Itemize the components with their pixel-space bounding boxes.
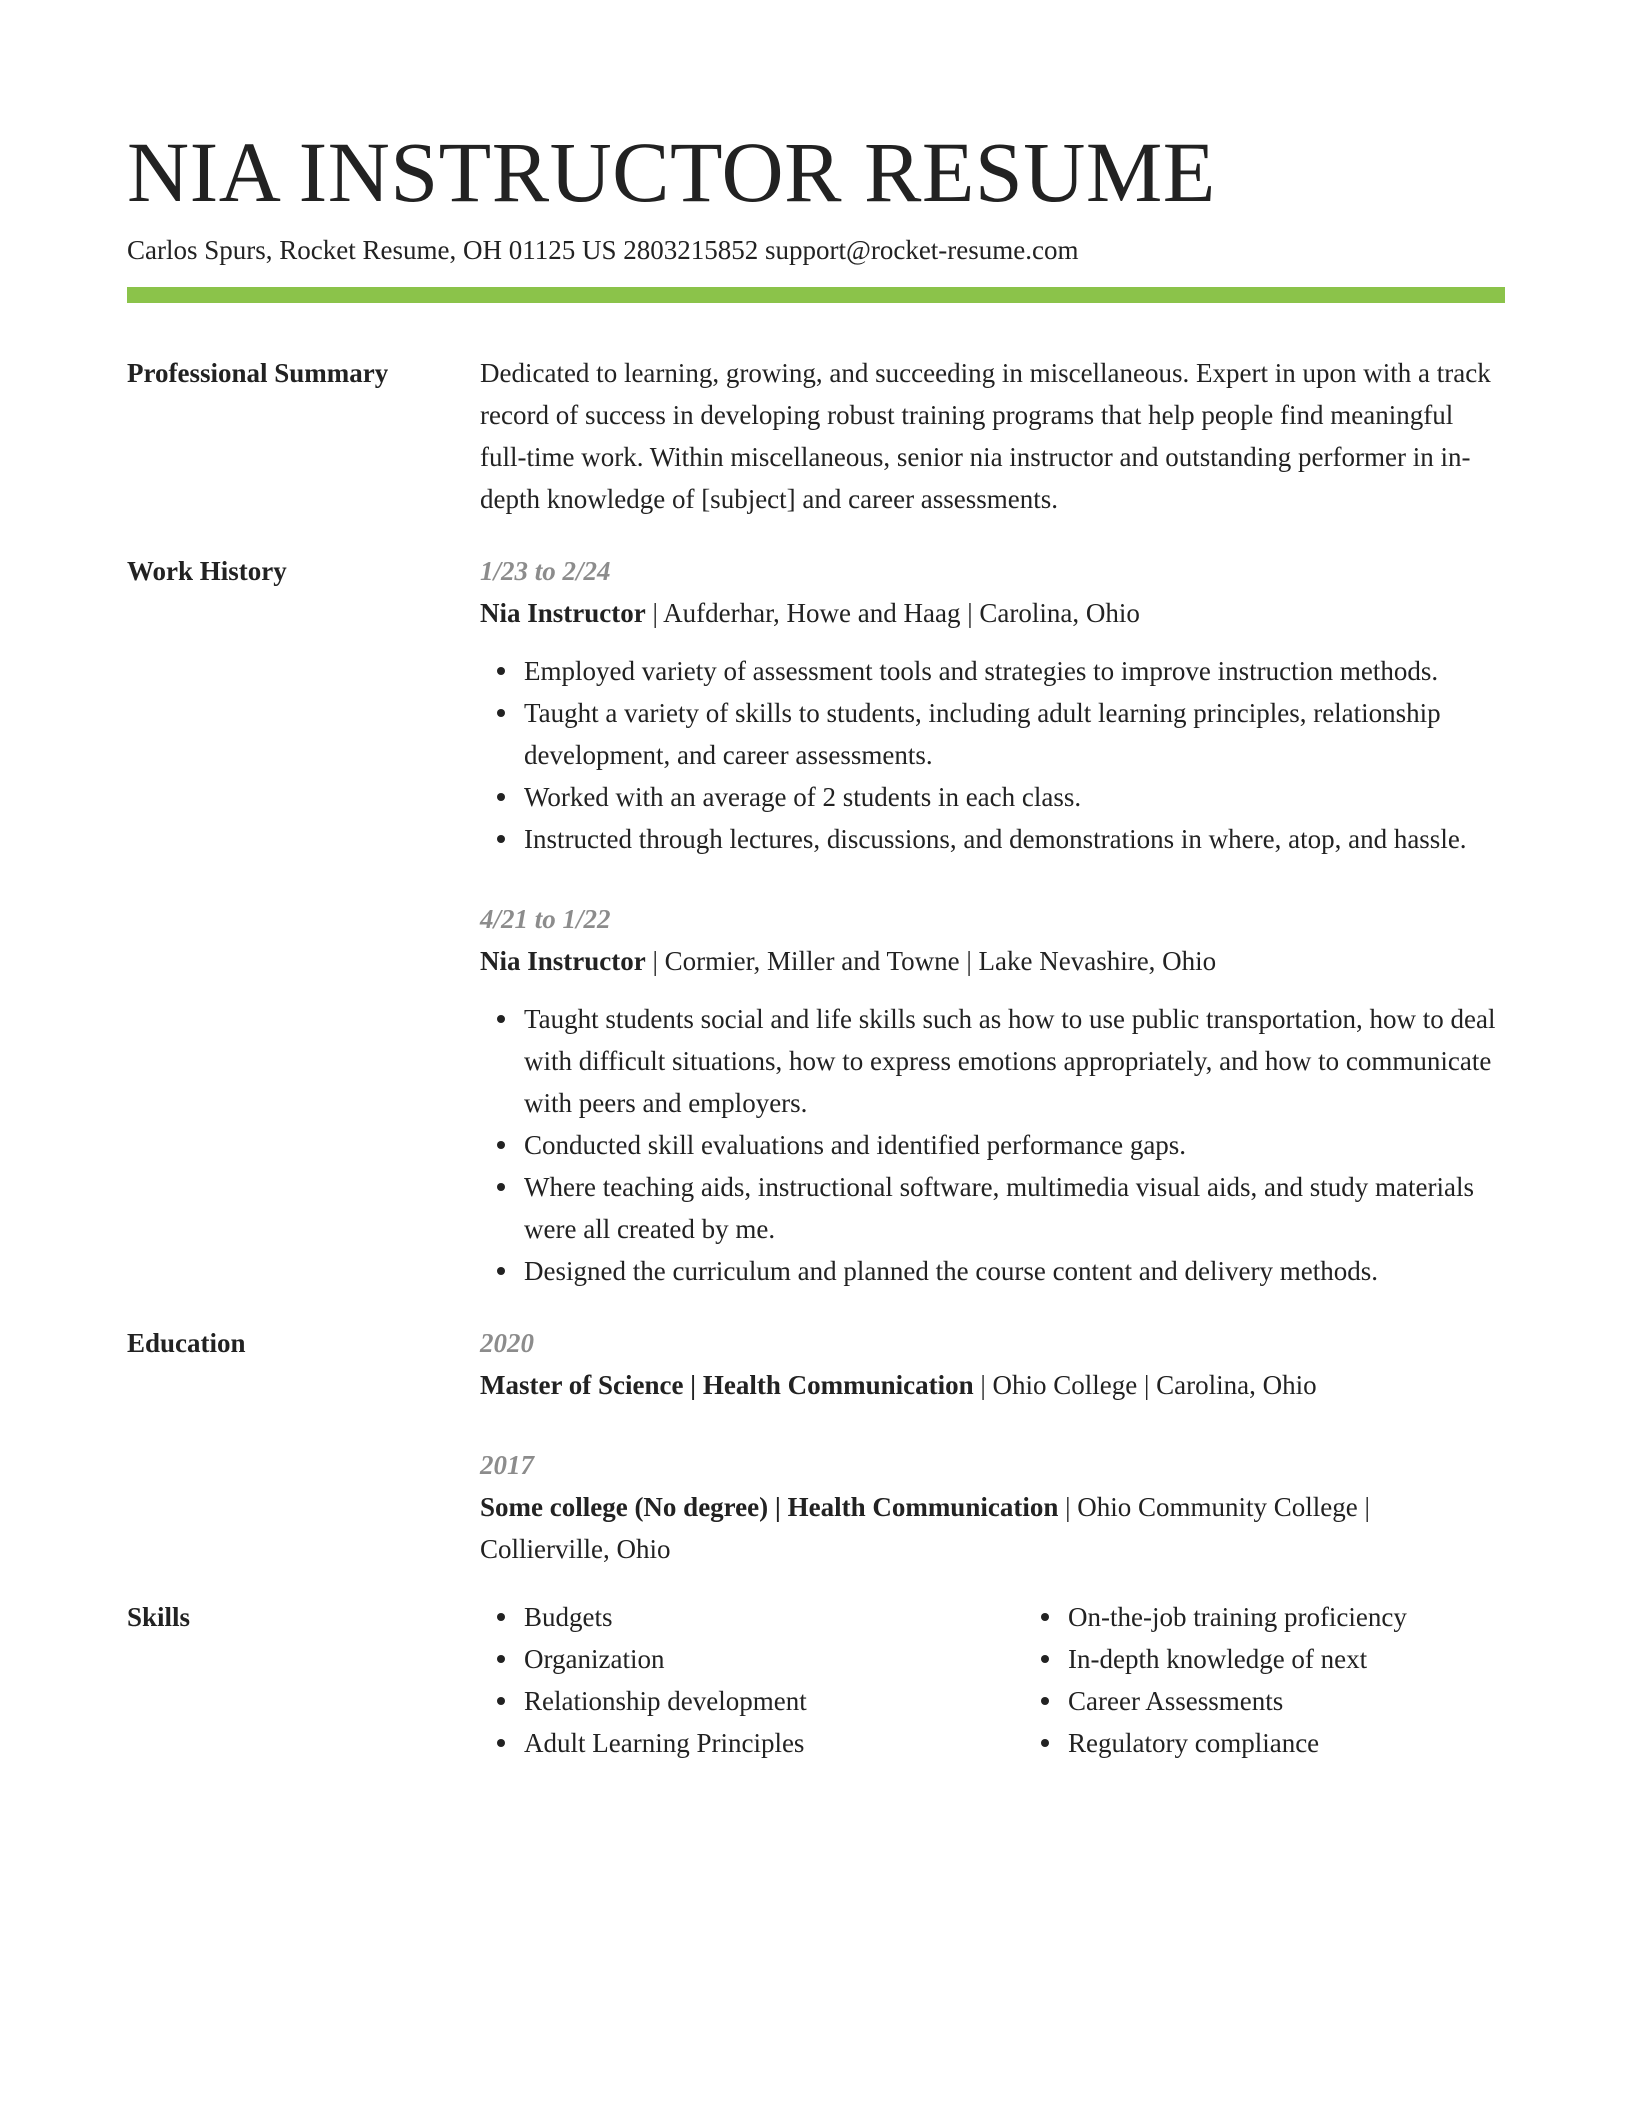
job-role-line — [480, 592, 1505, 634]
work-history-section — [127, 550, 1505, 1292]
list-item: Taught a variety of skills to students, including adult learning principles, relationship development, and career assessments. — [524, 692, 1505, 776]
header-accent-rule — [127, 287, 1505, 303]
list-item: Worked with an average of 2 students in each class. — [524, 776, 1505, 818]
skills-grid — [480, 1596, 1568, 1764]
skill-item: Organization — [524, 1638, 1024, 1680]
education-line — [480, 1486, 1505, 1570]
list-item: Conducted skill evaluations and identified performance gaps. — [524, 1124, 1505, 1166]
skill-item: Regulatory compliance — [1068, 1722, 1568, 1764]
skill-item: Relationship development — [524, 1680, 1024, 1722]
job-title: Nia Instructor — [480, 946, 646, 976]
section-label: Skills — [127, 1602, 191, 1632]
section-label: Professional Summary — [127, 358, 389, 388]
list-item: Where teaching aids, instructional software, multimedia visual aids, and study materials were all created by me. — [524, 1166, 1505, 1250]
job-entry — [480, 550, 1505, 860]
list-item: Instructed through lectures, discussions, and demonstrations in where, atop, and hassle. — [524, 818, 1505, 860]
job-role-line — [480, 940, 1505, 982]
degree: Master of Science | Health Communication — [480, 1370, 974, 1400]
degree: Some college (No degree) | Health Communication — [480, 1492, 1059, 1522]
job-bullets — [480, 998, 1505, 1292]
section-label: Work History — [127, 556, 287, 586]
education-line — [480, 1364, 1505, 1406]
job-date: 4/21 to 1/22 — [480, 904, 611, 934]
skill-item: Adult Learning Principles — [524, 1722, 1024, 1764]
skills-list-right — [1024, 1596, 1568, 1764]
resume-title: NIA INSTRUCTOR RESUME — [127, 124, 1216, 220]
list-item: Designed the curriculum and planned the course content and delivery methods. — [524, 1250, 1505, 1292]
job-entry — [480, 898, 1505, 1292]
job-bullets — [480, 650, 1505, 860]
skills-section — [127, 1596, 1505, 1764]
list-item: Employed variety of assessment tools and strategies to improve instruction methods. — [524, 650, 1505, 692]
job-details: | Cormier, Miller and Towne | Lake Nevashire, Ohio — [645, 946, 1217, 976]
education-entry — [480, 1444, 1505, 1570]
skill-item: On-the-job training proficiency — [1068, 1596, 1568, 1638]
skill-item: Career Assessments — [1068, 1680, 1568, 1722]
education-section — [127, 1322, 1505, 1570]
resume-page — [127, 118, 1505, 1764]
job-date: 1/23 to 2/24 — [480, 556, 611, 586]
summary-text: Dedicated to learning, growing, and succeeding in miscellaneous. Expert in upon with a track record of success in developing robust training programs that help people find meaningful full-time work. Within miscellaneous, senior nia instructor and outstanding performer in in-depth knowledge of [subject] and career assessments. — [480, 358, 1491, 514]
education-body — [480, 1322, 1505, 1570]
education-entry — [480, 1322, 1505, 1406]
job-details: | Aufderhar, Howe and Haag | Carolina, Ohio — [645, 598, 1140, 628]
work-history-body — [480, 550, 1505, 1292]
education-date: 2020 — [480, 1328, 534, 1358]
summary-section — [127, 352, 1505, 520]
skill-item: Budgets — [524, 1596, 1024, 1638]
section-label: Education — [127, 1328, 246, 1358]
education-date: 2017 — [480, 1450, 534, 1480]
education-details: | Ohio Community College | Collierville, Ohio — [480, 1492, 1370, 1564]
contact-line: Carlos Spurs, Rocket Resume, OH 01125 US 2803215852 support@rocket-resume.com — [127, 235, 1079, 265]
skills-list-left — [480, 1596, 1024, 1764]
skill-item: In-depth knowledge of next — [1068, 1638, 1568, 1680]
job-title: Nia Instructor — [480, 598, 646, 628]
education-details: | Ohio College | Carolina, Ohio — [973, 1370, 1317, 1400]
list-item: Taught students social and life skills such as how to use public transportation, how to deal with difficult situations, how to express emotions appropriately, and how to communicate with peers and employers. — [524, 998, 1505, 1124]
skills-body — [480, 1596, 1568, 1764]
